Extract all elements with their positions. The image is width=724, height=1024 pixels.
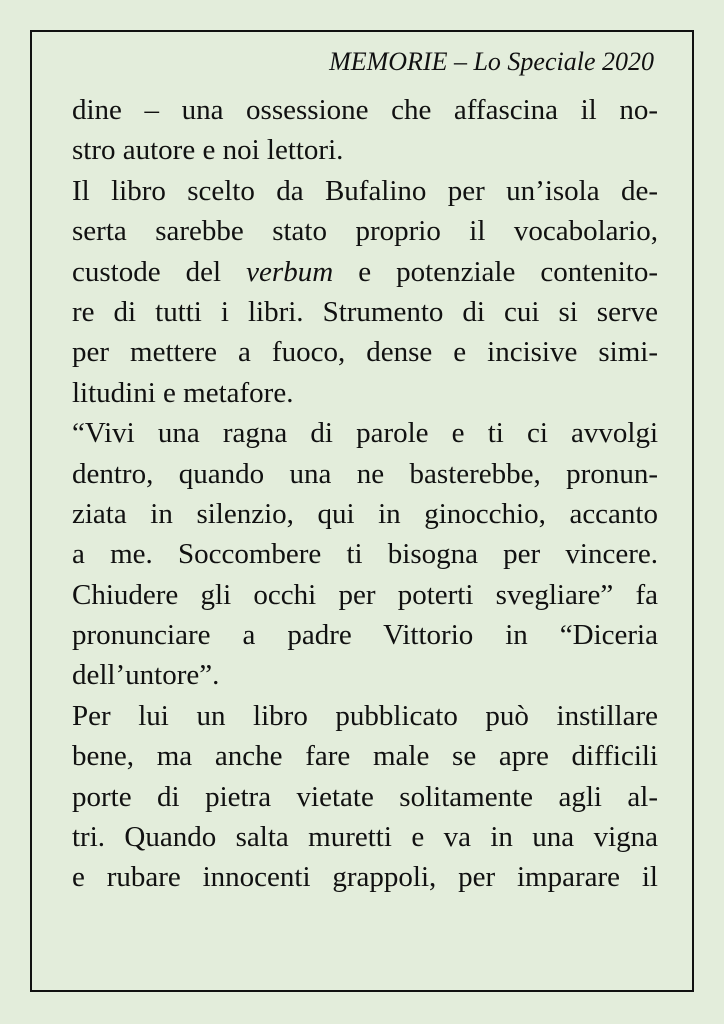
text-line: per mettere a fuoco, dense e incisive simi- [72, 336, 658, 369]
text-run: custode del [72, 255, 247, 288]
text-line: dentro, quando una ne basterebbe, pronun- [72, 457, 658, 490]
text-line: a me. Soccombere ti bisogna per vincere. [72, 538, 658, 571]
text-line: serta sarebbe stato proprio il vocabolario, [72, 215, 658, 248]
text-line: bene, ma anche fare male se apre difficili [72, 740, 658, 773]
text-line: e rubare innocenti grappoli, per imparare il [72, 861, 658, 894]
text-line: Il libro scelto da Bufalino per un’isola de- [72, 174, 658, 207]
text-line: dine – una ossessione che affascina il no- [72, 94, 658, 126]
text-line: porte di pietra vietate solitamente agli al- [72, 780, 658, 813]
text-line: dell’untore”. [72, 659, 220, 692]
text-line: “Vivi una ragna di parole e ti ci avvolgi [72, 417, 658, 450]
text-line: ziata in silenzio, qui in ginocchio, accanto [72, 497, 658, 530]
text-line: pronunciare a padre Vittorio in “Diceria [72, 619, 658, 652]
text-line: litudini e metafore. [72, 376, 294, 409]
text-line: tri. Quando salta muretti e va in una vigna [72, 821, 658, 854]
text-line: stro autore e noi lettori. [72, 134, 344, 167]
body-text [72, 90, 658, 898]
text-run: e potenziale contenito- [333, 255, 658, 288]
italic-word: verbum [246, 255, 334, 288]
text-line: Chiudere gli occhi per poterti svegliare” fa [72, 578, 658, 611]
text-line [72, 252, 658, 292]
text-line: re di tutti i libri. Strumento di cui si serve [72, 295, 658, 328]
running-header: MEMORIE – Lo Speciale 2020 [329, 47, 654, 76]
text-line: Per lui un libro pubblicato può instillare [72, 699, 658, 732]
page-frame [30, 30, 694, 992]
